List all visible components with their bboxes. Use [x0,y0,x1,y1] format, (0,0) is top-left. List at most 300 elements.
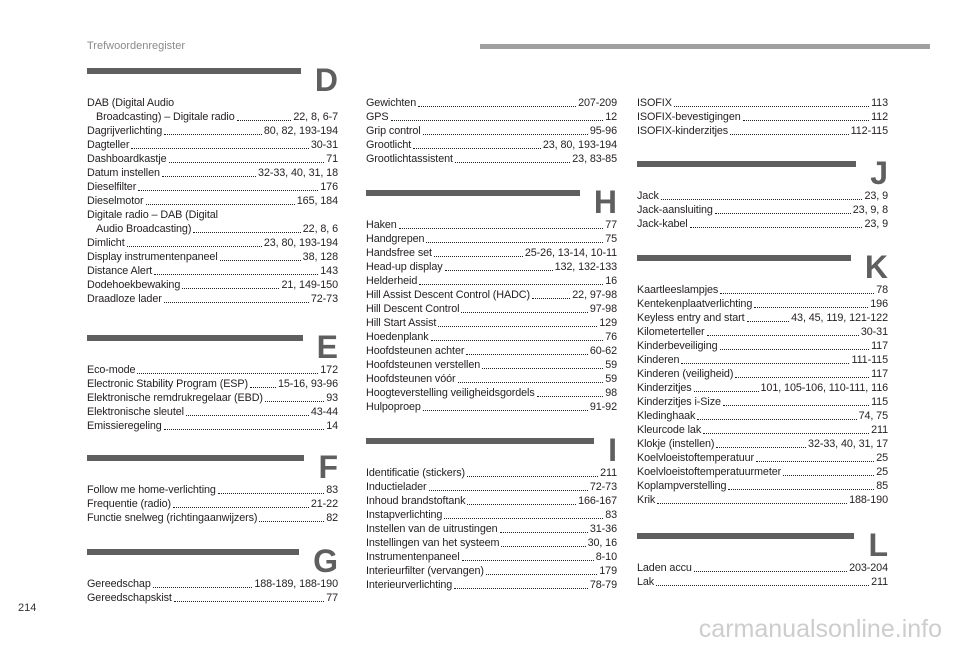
entry-label: Instapverlichting [366,509,443,521]
entry-list [87,96,338,306]
entry-pages: 203-204 [849,562,888,574]
dotted-leader [454,578,588,589]
dotted-leader [137,363,318,374]
entry-pages: 23, 80, 193-194 [263,237,338,249]
entry-label: Kledinghaak [637,410,696,422]
dotted-leader [193,222,300,233]
index-entry [637,124,888,138]
index-entry [366,260,617,274]
section-letter: H [593,184,617,220]
dotted-leader [661,189,863,200]
entry-label: Inhoud brandstoftank [366,495,466,507]
entry-list [366,218,617,414]
index-entry [87,194,338,208]
index-entry [366,466,617,480]
entry-pages: 78 [876,284,888,296]
section-letter: J [870,155,888,191]
dotted-leader [419,274,603,285]
entry-label: Grootlicht [366,139,412,151]
dotted-leader [720,283,874,294]
index-entry [637,395,888,409]
entry-label: Koplampverstelling [637,480,727,492]
index-entry [637,96,888,110]
entry-pages: 12 [605,111,617,123]
section-header [366,184,617,220]
dotted-leader [743,110,869,121]
entry-pages: 59 [605,373,617,385]
index-entry [366,550,617,564]
entry-label: Functie snelweg (richtingaanwijzers) [87,512,258,524]
dotted-leader [265,391,324,402]
entry-pages: 38, 128 [302,251,338,263]
entry-pages: 22, 8, 6 [302,223,338,235]
index-entry [87,497,338,511]
entry-pages: 32-33, 40, 31, 17 [808,438,888,450]
entry-label: Datum instellen [87,167,160,179]
entry-label: Hoofdsteunen verstellen [366,359,481,371]
index-entry [87,264,338,278]
index-entry [366,138,617,152]
dotted-leader [418,96,576,107]
dotted-leader [467,494,576,505]
entry-label: Identificatie (stickers) [366,467,466,479]
dotted-leader [694,561,847,572]
entry-list [366,96,617,166]
entry-list [87,577,338,605]
index-entry [366,522,617,536]
section-header [637,155,888,191]
index-entry [366,344,617,358]
dotted-leader [220,250,301,261]
entry-label: Kaartleeslampjes [637,284,719,296]
entry-pages: 172 [320,364,338,376]
index-entry [637,423,888,437]
dotted-leader [715,203,851,214]
entry-label: Dodehoekbewaking [87,279,181,291]
index-entry [87,180,338,194]
entry-pages: 165, 184 [296,195,338,207]
entry-pages: 32-33, 40, 31, 18 [258,167,338,179]
entry-label: Klokje (instellen) [637,438,715,450]
index-entry [366,480,617,494]
dotted-leader [747,311,790,322]
entry-label: Head-up display [366,261,443,273]
entry-pages: 112 [871,111,888,123]
entry-label: Dashboardkastje [87,153,167,165]
dotted-leader [537,386,604,397]
entry-label: Instellingen van het systeem [366,537,500,549]
dotted-leader [423,124,588,135]
entry-label: Handgrepen [366,233,425,245]
entry-pages: 75 [605,233,617,245]
entry-pages: 25 [876,452,888,464]
entry-label: Jack-aansluiting [637,204,713,216]
index-entry [87,483,338,497]
entry-pages: 25 [876,466,888,478]
entry-label: Jack-kabel [637,218,688,230]
dotted-leader [186,405,309,416]
entry-label: Kinderbeveiliging [637,340,718,352]
index-entry [87,208,338,222]
entry-pages: 30, 16 [587,537,617,549]
entry-label: ISOFIX-kinderzitjes [637,125,729,137]
entry-label: Dagrijverlichting [87,125,163,137]
index-entry [87,363,338,377]
entry-label: Follow me home-verlichting [87,484,216,496]
section-bar [87,549,299,555]
entry-label: GPS [366,111,389,123]
dotted-leader [250,377,276,388]
dotted-leader [461,302,587,313]
entry-pages: 93 [326,392,338,404]
index-entry [87,419,338,433]
entry-label: Dieselfilter [87,181,137,193]
index-entry [87,591,338,605]
entry-pages: 16 [605,275,617,287]
dotted-leader [431,330,604,341]
entry-label: Hill Assist Descent Control (HADC) [366,289,530,301]
index-entry [366,400,617,414]
index-entry [87,278,338,292]
index-entry [366,536,617,550]
entry-pages: 21, 149-150 [281,279,338,291]
entry-list [637,283,888,507]
entry-list [637,96,888,138]
entry-label: Kinderen [637,354,680,366]
entry-pages: 77 [605,219,617,231]
entry-pages: 25-26, 13-14, 10-11 [524,247,617,259]
entry-pages: 71 [326,153,338,165]
index-entry [87,250,338,264]
entry-pages: 179 [599,565,617,577]
header-divider-bar [480,44,930,49]
entry-label: Inductielader [366,481,427,493]
entry-label: Instellen van de uitrustingen [366,523,498,535]
dotted-leader [458,372,604,383]
entry-label: Dagteller [87,139,130,151]
section-bar [637,255,851,261]
entry-label: Hoofdsteunen achter [366,345,465,357]
section-bar [366,438,594,444]
dotted-leader [756,451,874,462]
entry-pages: 112-115 [850,125,888,137]
entry-pages: 129 [599,317,617,329]
dotted-leader [259,511,324,522]
entry-pages: 72-73 [310,293,338,305]
entry-label: Eco-mode [87,364,136,376]
entry-pages: 188-190 [849,494,888,506]
index-entry [366,246,617,260]
index-entry [366,110,617,124]
dotted-leader [735,367,869,378]
entry-label: Helderheid [366,275,418,287]
entry-label: Frequentie (radio) [87,498,172,510]
entry-label: Hill Descent Control [366,303,460,315]
entry-label: Distance Alert [87,265,153,277]
entry-pages: 132, 132-133 [554,261,617,273]
entry-label: Kinderen (veiligheid) [637,368,734,380]
index-entry [87,124,338,138]
entry-pages: 15-16, 93-96 [277,378,338,390]
entry-label: Koelvloeistoftemperatuurmeter [637,466,782,478]
dotted-leader [466,344,588,355]
section-bar [87,455,304,461]
dotted-leader [173,497,309,508]
index-entry [637,561,888,575]
dotted-leader [429,480,588,491]
dotted-leader [674,96,869,107]
entry-label: Hoogteverstelling veiligheidsgordels [366,387,535,399]
entry-pages: 31-36 [589,523,617,535]
entry-label: Lak [637,576,655,588]
entry-label: Electronic Stability Program (ESP) [87,378,249,390]
entry-pages: 211 [600,467,617,479]
entry-pages: 111-115 [851,354,888,366]
index-entry [637,189,888,203]
dotted-leader [444,508,603,519]
dotted-leader [391,110,604,121]
entry-label: Dimlicht [87,237,125,249]
section-header [87,62,338,98]
dotted-leader [730,124,849,135]
index-entry [637,311,888,325]
dotted-leader [423,400,588,411]
entry-pages: 72-73 [589,481,617,493]
dotted-leader [694,381,759,392]
entry-pages: 23, 83-85 [572,153,617,165]
entry-label: Gereedschapskist [87,592,172,604]
watermark: carmanualsonline.info [698,615,942,643]
page-title: Trefwoordenregister [87,40,186,52]
dotted-leader [413,138,541,149]
section-letter: F [318,449,338,485]
entry-pages: 83 [605,509,617,521]
entry-pages: 21-22 [310,498,338,510]
dotted-leader [720,339,870,350]
dotted-leader [455,152,570,163]
index-entry [366,564,617,578]
entry-label: Hulpoproep [366,401,421,413]
entry-pages: 74, 75 [858,410,888,422]
page-number: 214 [18,602,37,614]
section-header [637,527,888,563]
section-letter: I [608,432,617,468]
section-letter: D [314,62,338,98]
index-entry [87,152,338,166]
section-bar [637,533,854,539]
dotted-leader [146,194,295,205]
entry-label: Kinderzitjes i-Size [637,396,721,408]
entry-pages: 211 [871,576,888,588]
entry-label: Instrumentenpaneel [366,551,460,563]
dotted-leader [716,437,806,448]
dotted-leader [501,536,585,547]
dotted-leader [697,409,856,420]
dotted-leader [174,591,324,602]
dotted-leader [467,466,598,477]
entry-pages: 76 [605,331,617,343]
section-bar [87,68,301,74]
dotted-leader [703,423,869,434]
entry-pages: 143 [320,265,338,277]
entry-label: Kilometerteller [637,326,705,338]
dotted-leader [532,288,570,299]
index-entry [87,236,338,250]
entry-pages: 23, 9 [864,190,888,202]
entry-label: Haken [366,219,397,231]
dotted-leader [434,246,523,257]
entry-label: Hoedenplank [366,331,429,343]
entry-label: Koelvloeistoftemperatuur [637,452,755,464]
index-entry [637,297,888,311]
index-entry [87,138,338,152]
index-entry [637,110,888,124]
entry-pages: 115 [871,396,888,408]
entry-label: Audio Broadcasting) [96,223,192,235]
entry-pages: 196 [870,298,888,310]
entry-pages: 117 [871,340,888,352]
dotted-leader [218,483,324,494]
entry-label: DAB (Digital Audio [87,97,175,109]
entry-pages: 30-31 [310,139,338,151]
entry-label: Interieurverlichting [366,579,453,591]
dotted-leader [723,395,869,406]
index-entry [366,288,617,302]
index-entry [637,479,888,493]
entry-label: Grip control [366,125,421,137]
index-entry [637,367,888,381]
entry-pages: 83 [326,484,338,496]
entry-pages: 30-31 [860,326,888,338]
dotted-leader [237,110,292,121]
dotted-leader [131,138,309,149]
index-entry [87,96,338,110]
entry-label: Elektronische remdrukregelaar (EBD) [87,392,263,404]
entry-label: Gereedschap [87,578,151,590]
entry-list [637,561,888,589]
entry-label: Kentekenplaatverlichting [637,298,753,310]
entry-pages: 176 [320,181,338,193]
entry-label: Jack [637,190,659,202]
index-entry [87,577,338,591]
entry-label: Keyless entry and start [637,312,745,324]
entry-list [87,363,338,433]
index-entry [366,218,617,232]
index-entry [366,578,617,592]
entry-pages: 60-62 [589,345,617,357]
index-entry [366,358,617,372]
entry-pages: 43, 45, 119, 121-122 [791,312,888,324]
entry-pages: 77 [326,592,338,604]
entry-label: Draadloze lader [87,293,162,305]
index-entry [637,437,888,451]
index-entry [87,511,338,525]
index-entry [366,386,617,400]
index-entry [366,232,617,246]
section-letter: K [864,249,888,285]
section-header [87,449,338,485]
index-entry [637,575,888,589]
entry-pages: 59 [605,359,617,371]
index-entry [637,493,888,507]
entry-pages: 97-98 [589,303,617,315]
dotted-leader [164,124,262,135]
index-entry [366,316,617,330]
entry-pages: 22, 97-98 [572,289,617,301]
entry-pages: 166-167 [578,495,617,507]
dotted-leader [728,479,874,490]
index-entry [637,451,888,465]
entry-pages: 23, 9, 8 [852,204,888,216]
section-letter: L [868,527,888,563]
entry-label: Interieurfilter (vervangen) [366,565,484,577]
dotted-leader [445,260,553,271]
index-entry [366,494,617,508]
index-entry [366,274,617,288]
entry-label: Kleurcode lak [637,424,702,436]
dotted-leader [164,419,324,430]
dotted-leader [162,166,256,177]
index-entry [87,292,338,306]
index-entry [637,325,888,339]
dotted-leader [154,264,318,275]
dotted-leader [656,575,869,586]
entry-pages: 82 [326,512,338,524]
entry-pages: 207-209 [578,97,617,109]
index-entry [637,409,888,423]
index-entry [637,381,888,395]
dotted-leader [500,522,588,533]
index-entry [366,302,617,316]
dotted-leader [707,325,859,336]
entry-label: Gewichten [366,97,417,109]
index-entry [637,203,888,217]
entry-pages: 22, 8, 6-7 [293,111,338,123]
entry-pages: 23, 9 [864,218,888,230]
entry-list [637,189,888,231]
entry-label: Hill Start Assist [366,317,437,329]
dotted-leader [138,180,318,191]
index-entry [366,96,617,110]
entry-label: Display instrumentenpaneel [87,251,218,263]
section-bar [637,161,856,167]
section-letter: G [313,543,338,579]
entry-pages: 188-189, 188-190 [254,578,338,590]
entry-label: Emissieregeling [87,420,162,432]
entry-label: Broadcasting) – Digitale radio [96,111,235,123]
entry-label: Krik [637,494,656,506]
entry-pages: 211 [871,424,888,436]
section-bar [87,335,303,341]
entry-pages: 98 [605,387,617,399]
index-entry [637,465,888,479]
index-entry-continuation [87,110,338,124]
entry-label: Grootlichtassistent [366,153,453,165]
entry-pages: 78-79 [589,579,617,591]
entry-pages: 117 [871,368,888,380]
entry-pages: 101, 105-106, 110-111, 116 [760,382,888,394]
entry-pages: 85 [876,480,888,492]
dotted-leader [482,358,603,369]
dotted-leader [182,278,279,289]
dotted-leader [169,152,325,163]
dotted-leader [690,217,863,228]
entry-pages: 14 [326,420,338,432]
entry-label: Elektronische sleutel [87,406,184,418]
section-letter: E [316,329,338,365]
dotted-leader [657,493,847,504]
index-entry [366,372,617,386]
